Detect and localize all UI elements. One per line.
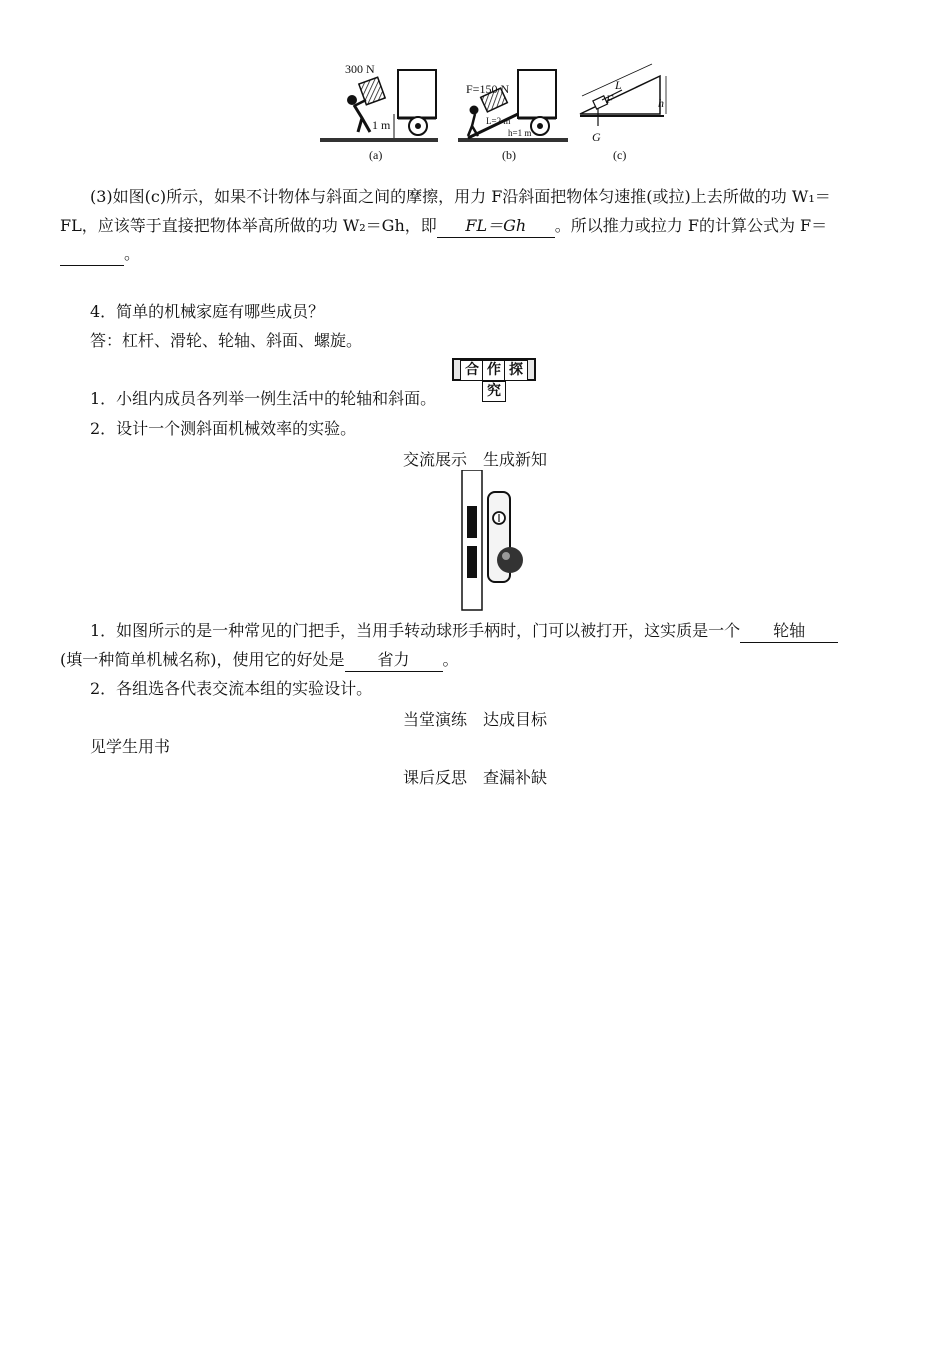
badge-char-3: 探 bbox=[504, 360, 528, 381]
label-f150: F=150 N bbox=[466, 82, 510, 96]
caption-c: (c) bbox=[613, 148, 627, 162]
person-a bbox=[347, 95, 357, 105]
label-1m: 1 m bbox=[372, 118, 391, 132]
para3-line3 bbox=[60, 243, 896, 266]
formula-blank bbox=[60, 243, 124, 266]
door-handle-figure bbox=[458, 470, 530, 612]
ground-b bbox=[458, 138, 568, 142]
para3-line2-b: 。所以推力或拉力 F的计算公式为 F＝ bbox=[554, 216, 828, 235]
label-300n: 300 N bbox=[345, 62, 375, 76]
para3-line2 bbox=[60, 215, 896, 238]
para3-line1: (3)如图(c)所示，如果不计物体与斜面之间的摩擦，用力 F沿斜面把物体匀速推(或拉)上去所做的功 W₁＝ bbox=[90, 187, 831, 206]
truck-a bbox=[398, 70, 436, 118]
label-c-h: h bbox=[658, 96, 664, 110]
exchange-item-2: 2．各组选各代表交流本组的实验设计。 bbox=[90, 679, 373, 698]
label-h1m: h=1 m bbox=[508, 128, 532, 138]
para3-line2-a: FL，应该等于直接把物体举高所做的功 W₂＝Gh，即 bbox=[60, 216, 437, 235]
cooperative-inquiry-badge bbox=[452, 358, 536, 399]
exchange-item-1-a: 1．如图所示的是一种常见的门把手，当用手转动球形手柄时，门可以被打开，这实质是一个 bbox=[90, 621, 741, 640]
caption-a: (a) bbox=[369, 148, 383, 162]
exchange-item-1-line1 bbox=[90, 620, 896, 643]
truck-b bbox=[518, 70, 556, 118]
coop-item-1: 1．小组内成员各列举一例生活中的轮轴和斜面。 bbox=[90, 389, 437, 408]
exchange-item-1-line2 bbox=[60, 649, 896, 672]
q4-answer: 答：杠杆、滑轮、轮轴、斜面、螺旋。 bbox=[90, 331, 363, 350]
exchange-item-1-b: (填一种简单机械名称)，使用它的好处是 bbox=[60, 650, 345, 669]
answer-blank-save-force: 省力 bbox=[345, 649, 443, 672]
coop-item-2: 2．设计一个测斜面机械效率的实验。 bbox=[90, 419, 357, 438]
para3-line3-end: 。 bbox=[124, 244, 141, 263]
q4-question: 4．简单的机械家庭有哪些成员？ bbox=[90, 302, 325, 321]
badge-char-2: 作 bbox=[482, 360, 506, 381]
door-frame bbox=[462, 470, 482, 610]
knob bbox=[497, 547, 523, 573]
exchange-item-1-c: 。 bbox=[442, 650, 459, 669]
section-reflect-title: 课后反思 查漏补缺 bbox=[402, 768, 547, 787]
student-book-note: 见学生用书 bbox=[90, 737, 171, 756]
section-exchange-title: 交流展示 生成新知 bbox=[402, 450, 547, 469]
section-practice-title: 当堂演练 达成目标 bbox=[402, 710, 547, 729]
answer-blank-wheel-axle: 轮轴 bbox=[740, 620, 838, 643]
label-c-l: L bbox=[615, 78, 622, 92]
ground-a bbox=[320, 138, 438, 142]
caption-b: (b) bbox=[502, 148, 516, 162]
label-c-f: F bbox=[606, 92, 614, 106]
label-l2m: L=2 m bbox=[486, 116, 511, 126]
answer-blank-flgh: FL＝Gh bbox=[437, 215, 555, 238]
badge-char-4: 究 bbox=[482, 381, 506, 402]
label-c-g: G bbox=[592, 130, 601, 144]
strike-plate-upper bbox=[467, 506, 477, 538]
badge-char-1: 合 bbox=[460, 360, 484, 381]
strike-plate-lower bbox=[467, 546, 477, 578]
